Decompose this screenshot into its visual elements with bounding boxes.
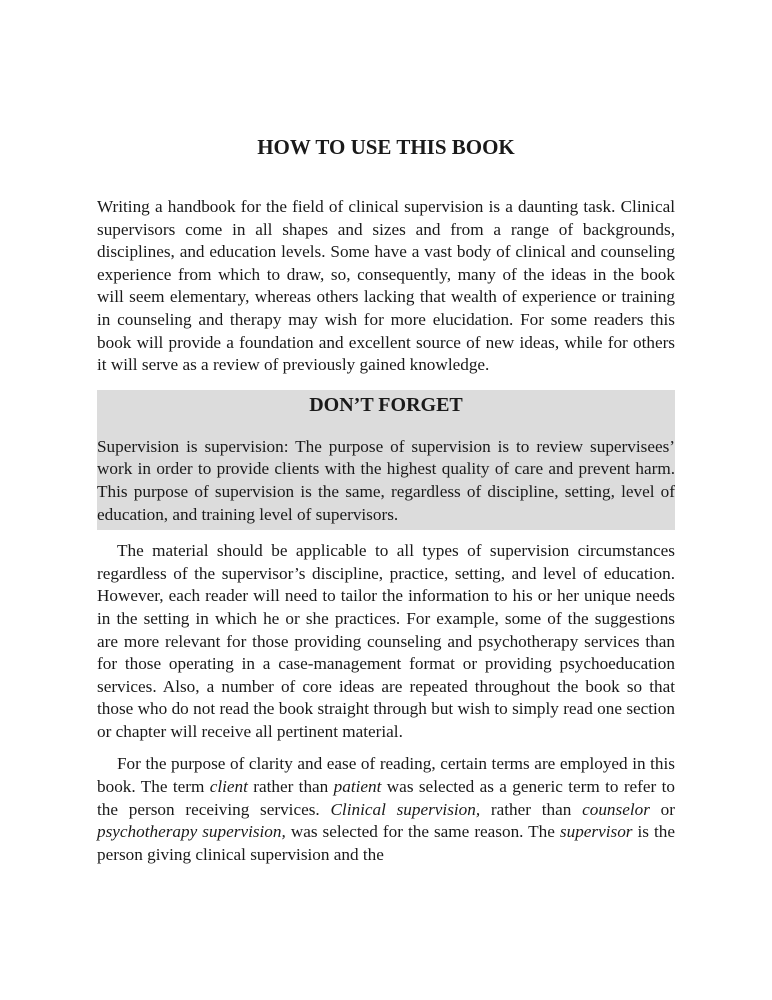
- body-paragraph-material: The material should be applicable to all types of supervision circumstances regardless of the supervisor’s discipline, practice, setting, and level of education. However, each reader will need to tailor the information to his or her unique needs in the setting in which he or she practices. For example, some of the suggestions are more relevant for those providing counseling and psychotherapy services than for those operating in a case-management format or providing psychoeducation services. Also, a number of core ideas are repeated throughout the book so that those who do not read the book straight through but wish to simply read one section or chapter will receive all pertinent material.: [97, 541, 675, 741]
- body-paragraph-terms: [97, 753, 675, 866]
- text-run: or: [649, 799, 675, 819]
- text-run: is the person giving clinical supervision and the: [97, 822, 675, 864]
- term-psychotherapy-supervision: psychotherapy supervision,: [97, 822, 286, 842]
- sidebar-text: Supervision is supervision: The purpose of supervision is to review supervisees’ work in order to provide clients with the highest quality of care and prevent harm. This purpose of supervision is the same, regardless of discipline, setting, level of education, and training level of supervisors.: [97, 436, 675, 524]
- text-run: rather than: [247, 777, 334, 797]
- page-title: HOW TO USE THIS BOOK: [257, 135, 515, 159]
- text-run: For the purpose of clarity and ease of reading, certain terms are employed in this book. The term: [97, 754, 675, 797]
- intro-paragraph: Writing a handbook for the field of clinical supervision is a daunting task. Clinical supervisors come in all shapes and sizes and from a range of backgrounds, disciplines, and education levels. Some have a vast body of clinical and counseling experience from which to draw, so, consequently, many of the ideas in the book will seem elementary, whereas others lacking that wealth of experience or training in counseling and therapy may wish for more elucidation. For some readers this book will provide a foundation and excellent source of new ideas, while for others it will serve as a review of previously gained knowledge.: [97, 197, 675, 375]
- page-content: [97, 134, 675, 866]
- dont-forget-sidebar: [97, 390, 675, 530]
- text-run: rather than: [480, 799, 583, 819]
- term-patient: patient: [333, 777, 382, 797]
- term-counselor: counselor: [582, 799, 650, 819]
- text-run: was selected as a generic term to refer to the person receiving services.: [97, 777, 675, 819]
- term-supervisor: supervisor: [559, 822, 633, 842]
- term-client: client: [209, 777, 248, 797]
- sidebar-title: DON’T FORGET: [309, 393, 463, 416]
- term-clinical-supervision: Clinical supervision,: [330, 799, 481, 819]
- text-run: was selected for the same reason. The: [285, 822, 560, 842]
